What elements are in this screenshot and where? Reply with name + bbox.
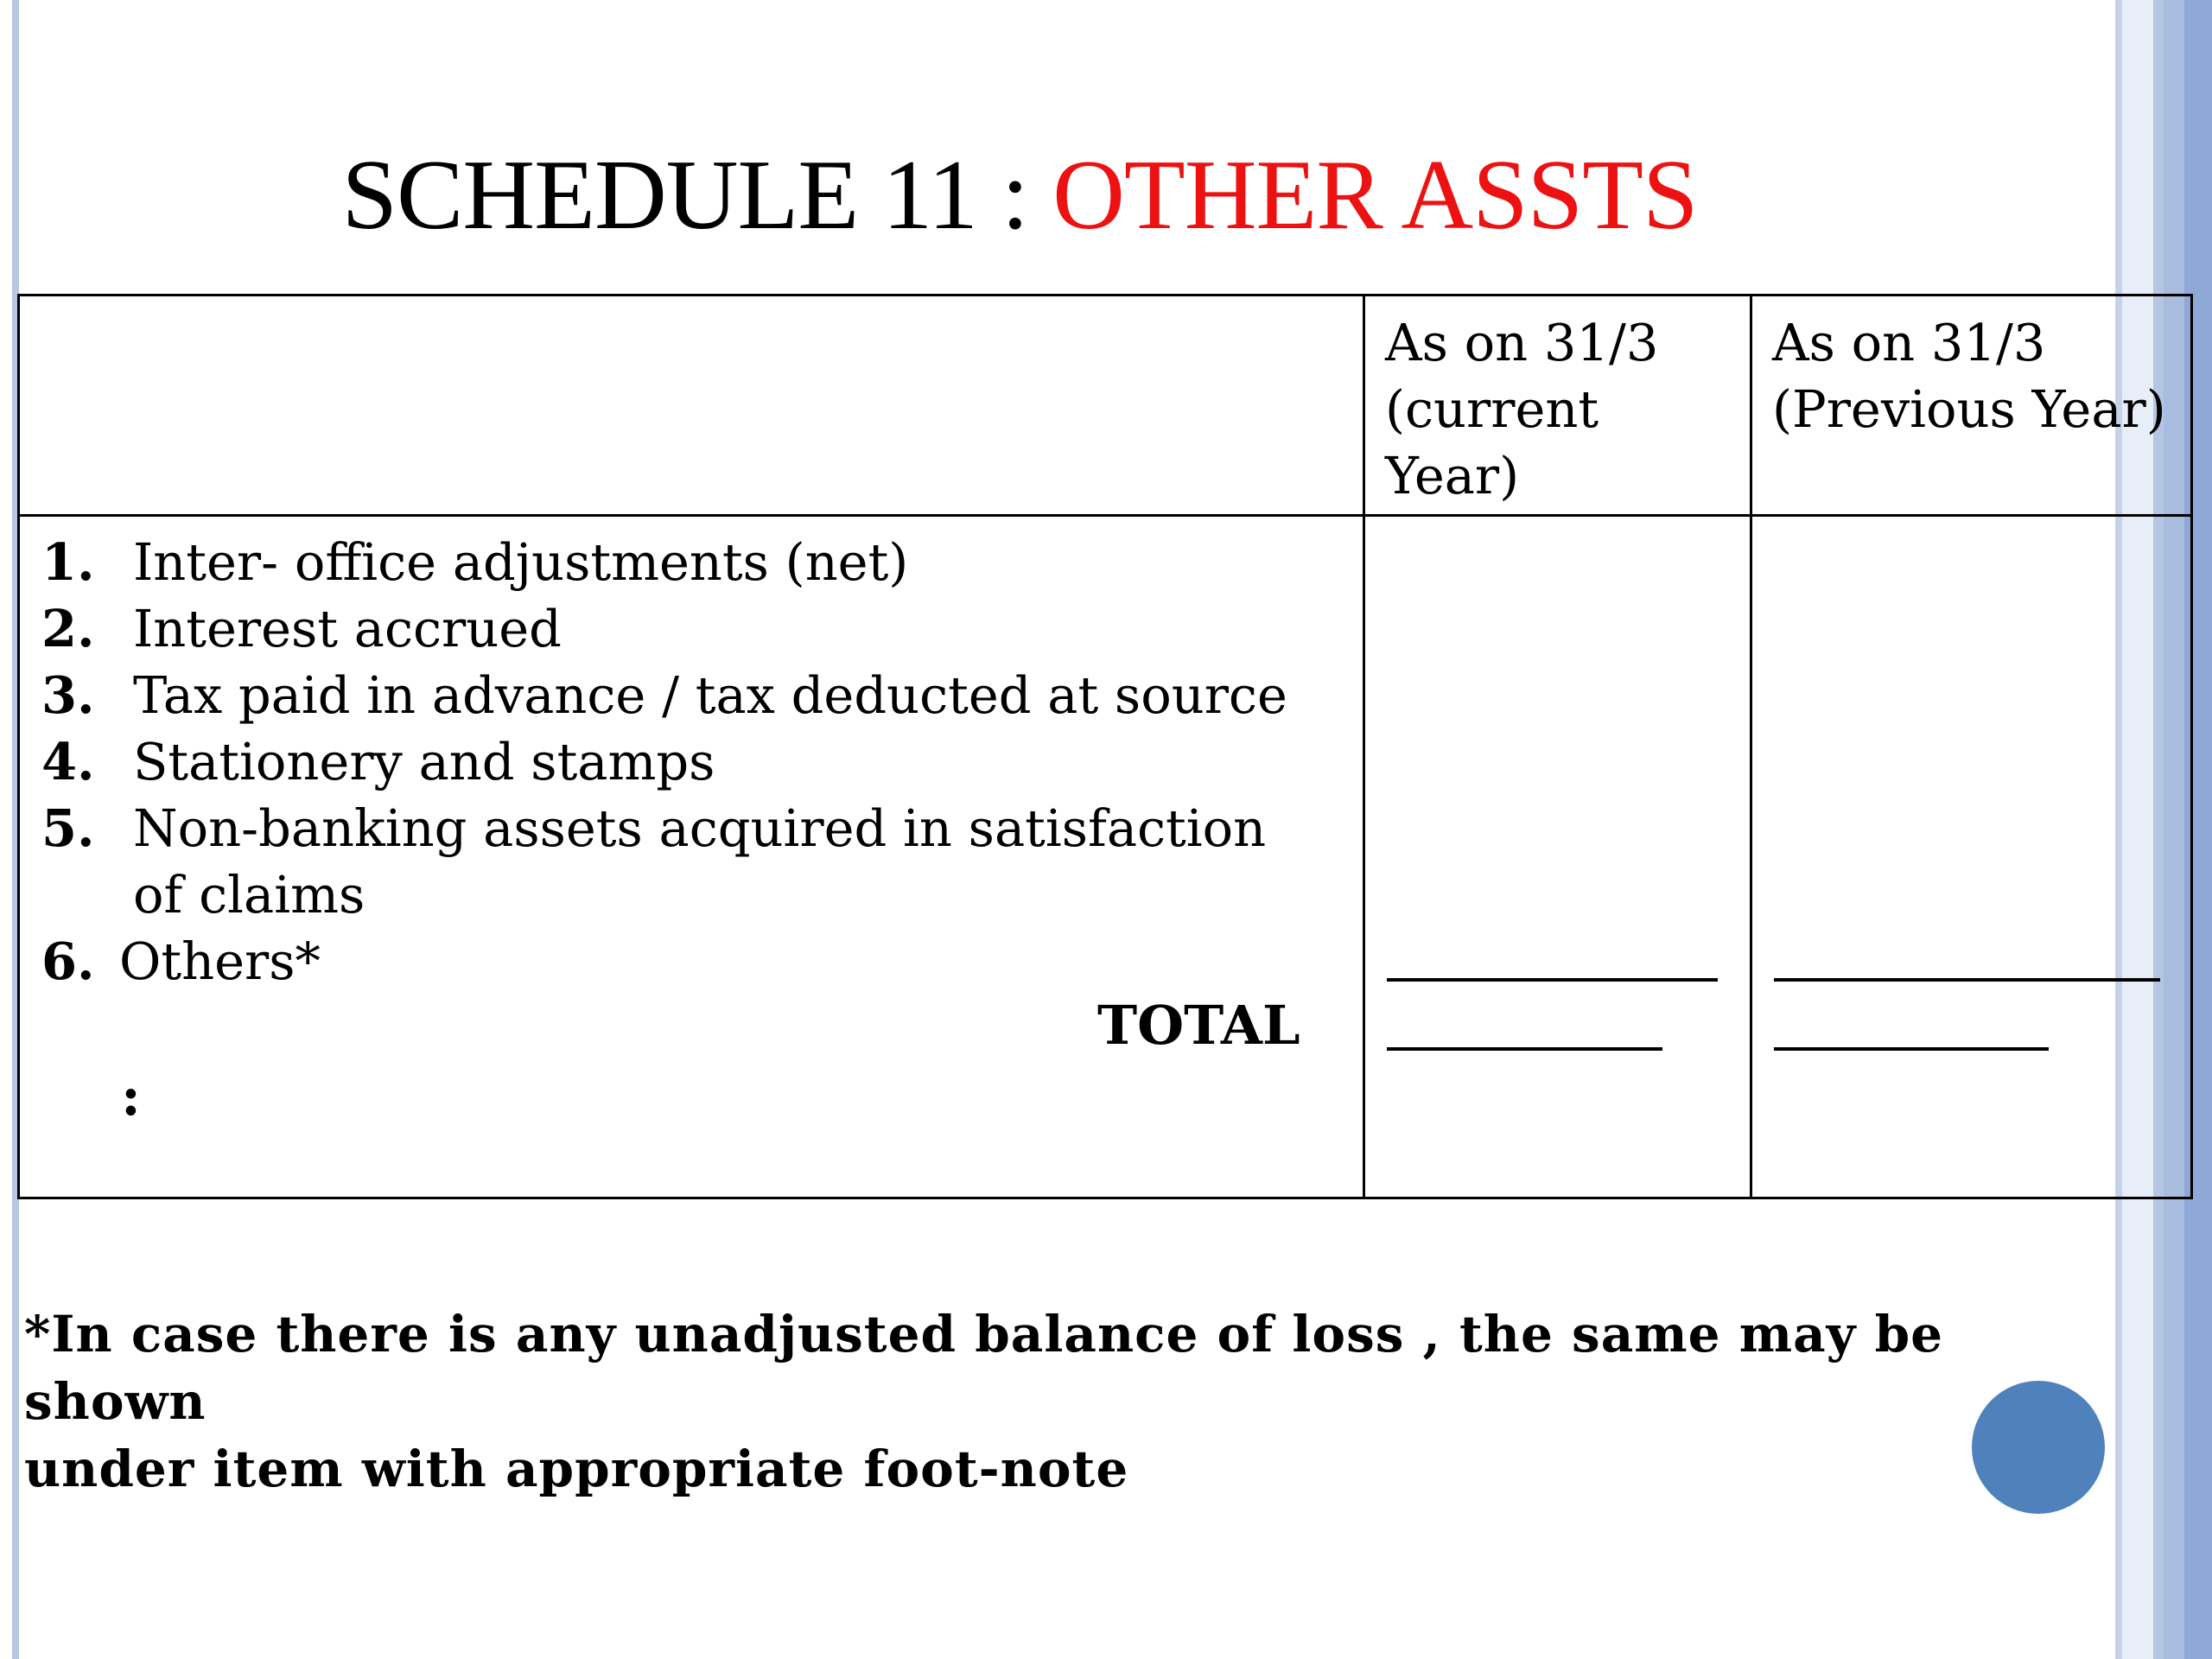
header-previous-line: As on 31/3 — [1772, 313, 2046, 372]
total-underline — [1387, 1047, 1662, 1051]
table-column-divider — [1363, 294, 1365, 1199]
item-text: Stationery and stamps — [133, 732, 715, 791]
item-number: 2. — [41, 599, 95, 658]
item-number: 5. — [41, 798, 95, 858]
slide-title-highlight: OTHER ASSTS — [1052, 140, 1698, 251]
item-text: Tax paid in advance / tax deducted at source — [133, 665, 1287, 725]
header-previous-year — [1772, 309, 2166, 442]
decorative-circle — [1972, 1381, 2105, 1514]
item-number: 4. — [41, 732, 95, 791]
item-text: Inter- office adjustments (net) — [133, 532, 909, 592]
footnote-line: under item with appropriate foot-note — [24, 1440, 1129, 1498]
item-text: Interest accrued — [133, 599, 562, 658]
header-current-line: Year) — [1385, 446, 1520, 505]
item-text: Others* — [119, 931, 321, 991]
footnote-line: *In case there is any unadjusted balance of loss , the same may be shown — [24, 1305, 1944, 1431]
footnote — [24, 1300, 2133, 1503]
colon-mark: : — [121, 1065, 141, 1128]
header-current-line: As on 31/3 — [1385, 313, 1659, 372]
slide-title — [0, 138, 2039, 253]
item-text: of claims — [133, 865, 365, 925]
total-label: TOTAL — [1097, 994, 1300, 1057]
table-column-divider — [1750, 294, 1752, 1199]
header-current-line: (current — [1385, 379, 1599, 439]
total-underline — [1387, 978, 1718, 982]
total-underline — [1774, 1047, 2049, 1051]
total-underline — [1774, 978, 2160, 982]
header-current-year — [1385, 309, 1658, 509]
item-number: 1. — [41, 532, 95, 592]
slide-title-prefix: SCHEDULE 11 : — [341, 140, 1053, 251]
table-header-divider — [17, 514, 2193, 517]
header-previous-line: (Previous Year) — [1772, 379, 2166, 439]
item-number: 6. — [41, 931, 95, 991]
item-number: 3. — [41, 665, 95, 725]
item-text: Non-banking assets acquired in satisfaction — [133, 798, 1267, 858]
